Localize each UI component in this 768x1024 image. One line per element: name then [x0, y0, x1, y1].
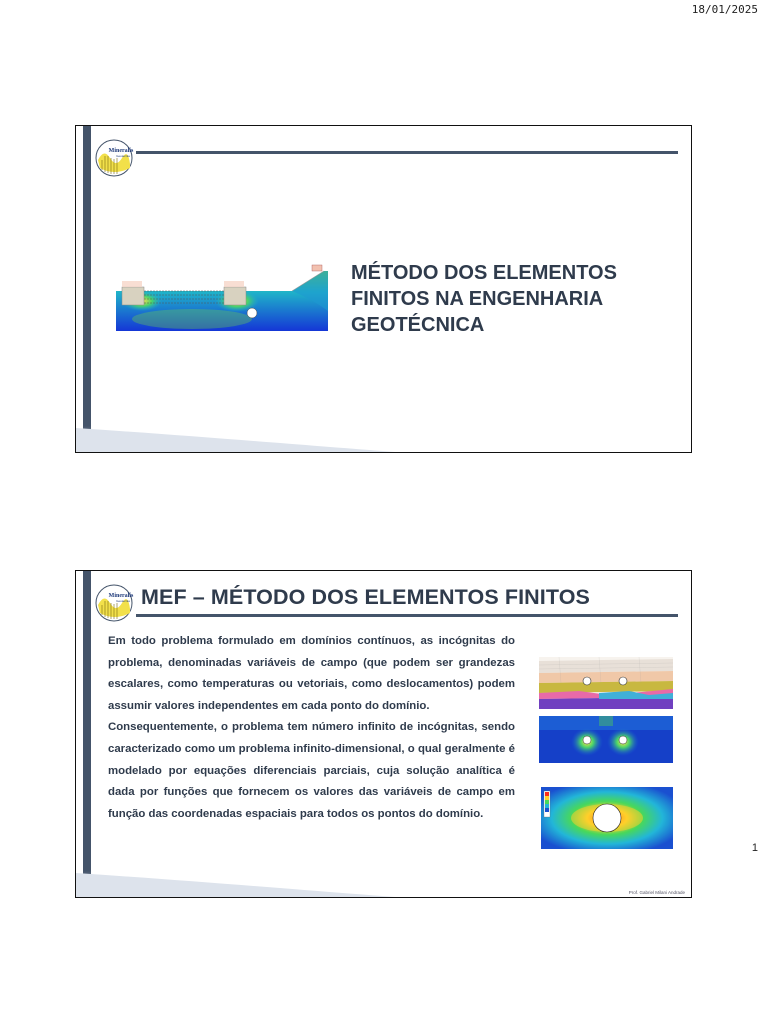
soil-layers-tunnel-figure: [539, 657, 673, 709]
slide-2: [75, 570, 692, 898]
svg-text:Geotecnia: Geotecnia: [116, 154, 130, 158]
mineralis-logo-icon: [94, 583, 134, 623]
svg-text:Mineralis: Mineralis: [108, 593, 134, 599]
page-number: 1: [751, 842, 758, 854]
slide-2-body: [108, 631, 515, 825]
paragraph-1: Em todo problema formulado em domínios contínuos, as incógnitas do problema, denominadas variáveis de campo (que podem ser grandezas escalares, como temperaturas ou vetoriais, como deslocamentos) podem assumir valores independentes em cada ponto do domínio.: [108, 635, 515, 712]
slide-left-bar: [83, 571, 91, 897]
slide-bottom-swoosh: [76, 422, 691, 452]
circular-opening-contour-figure: [541, 787, 673, 849]
tunnel-contour-figure: [539, 716, 673, 763]
slide-1: [75, 125, 692, 453]
slide-left-bar: [83, 126, 91, 452]
fem-model-figure: [112, 221, 332, 381]
slide-bottom-swoosh: [76, 867, 691, 897]
slide-1-title: MÉTODO DOS ELEMENTOS FINITOS NA ENGENHARIA GEOTÉCNICA: [351, 262, 617, 336]
paragraph-2: Consequentemente, o problema tem número infinito de incógnitas, sendo caracterizado como um problema infinito-dimensional, o qual geralmente é modelado por equações diferenciais parciais, cuja solução analítica é dada por funções que fornecem os valores das variáveis de campo em função das coordenadas espaciais para todos os pontos do domínio.: [108, 721, 515, 820]
mineralis-logo-icon: [94, 138, 134, 178]
print-date: 18/01/2025: [691, 3, 758, 16]
title-underline: [136, 151, 678, 154]
slide-footer-author: Prof. Gabriel Milani Andrade: [628, 890, 685, 895]
svg-text:Mineralis: Mineralis: [108, 148, 134, 154]
svg-text:Geotecnia: Geotecnia: [116, 599, 130, 603]
title-underline: [136, 614, 678, 617]
slide-2-title: MEF – MÉTODO DOS ELEMENTOS FINITOS: [141, 585, 590, 609]
